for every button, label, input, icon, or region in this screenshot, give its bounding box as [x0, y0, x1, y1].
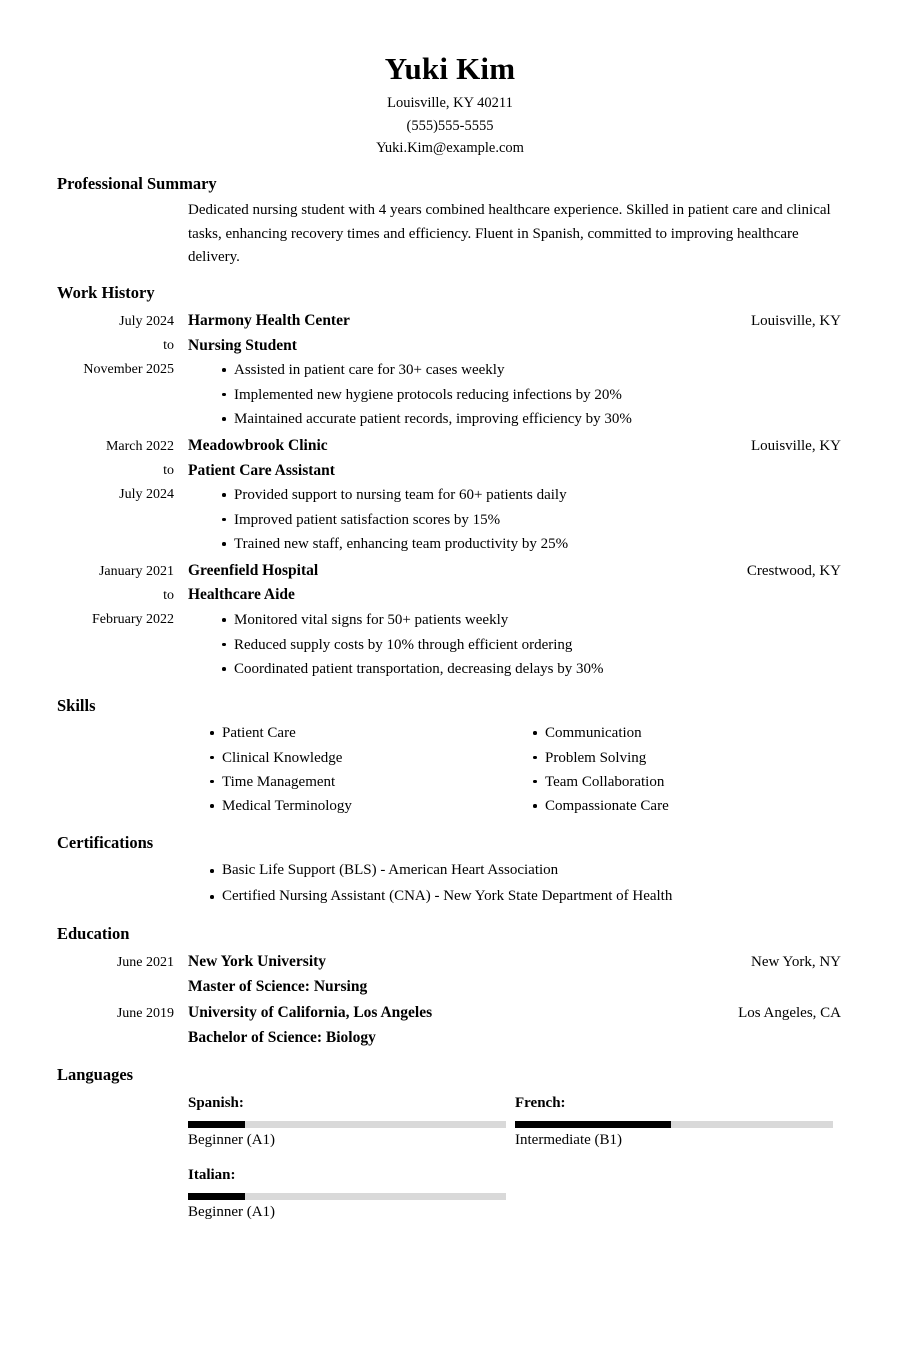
- education-entry-date: June 2019: [116, 1006, 174, 1022]
- work-entry-bullet: Provided support to nursing team for 60+ patients daily: [188, 483, 841, 507]
- work-history-list: [57, 309, 841, 682]
- section-title-languages: Languages: [57, 1064, 134, 1084]
- work-entry-date-start: July 2024: [119, 313, 174, 329]
- section-title-work-history: Work History: [57, 283, 155, 303]
- language-level-label: Beginner (A1): [188, 1131, 276, 1148]
- work-entry-dates: [57, 559, 174, 632]
- skill-item: Problem Solving: [511, 746, 834, 770]
- education-entry-header-row: [188, 1001, 841, 1026]
- work-entry-main: [174, 309, 841, 432]
- work-entry-bullet: Monitored vital signs for 50+ patients weekly: [188, 608, 841, 632]
- certifications-list: [188, 858, 841, 910]
- education-entry-main: [174, 1001, 841, 1051]
- language-proficiency-bar: [188, 1121, 506, 1128]
- work-entry-location: Louisville, KY: [751, 437, 841, 454]
- work-entry-date-start: March 2022: [105, 438, 174, 454]
- work-entry-role: Nursing Student: [188, 336, 297, 354]
- education-entry: [57, 950, 841, 1000]
- language-name: Spanish:: [188, 1094, 244, 1111]
- education-list: [57, 950, 841, 1051]
- work-entry-bullet: Maintained accurate patient records, improving efficiency by 30%: [188, 407, 841, 431]
- work-entry-dates: [57, 309, 174, 382]
- certification-item: Basic Life Support (BLS) - American Heart Association: [188, 858, 841, 884]
- section-professional-summary: [0, 174, 900, 270]
- work-entry-role: Healthcare Aide: [188, 586, 295, 604]
- work-entry-location: Crestwood, KY: [746, 562, 841, 579]
- professional-summary-text: Dedicated nursing student with 4 years combined healthcare experience. Skilled in patient care and clinical tasks, enhancing recovery times and efficiency. Fluent in Spanish, committed to improving healthcare delivery.: [188, 202, 831, 265]
- skills-columns: [188, 721, 841, 818]
- work-entry-bullet: Trained new staff, enhancing team productivity by 25%: [188, 532, 841, 556]
- resume-header: [0, 0, 900, 160]
- section-skills: [0, 696, 900, 819]
- skill-item: Patient Care: [188, 721, 511, 745]
- work-entry-header-row: [188, 434, 841, 459]
- work-entry-header-row: [188, 559, 841, 584]
- work-entry-bullet: Improved patient satisfaction scores by 15%: [188, 508, 841, 532]
- language-item: [188, 1163, 515, 1224]
- work-entry-bullet: Assisted in patient care for 30+ cases weekly: [188, 358, 841, 382]
- work-entry-main: [174, 559, 841, 682]
- work-entry-date-separator: to: [163, 462, 174, 478]
- work-entry-header-row: [188, 309, 841, 334]
- education-entry-main: [174, 950, 841, 1000]
- section-title-professional-summary: Professional Summary: [57, 173, 217, 193]
- section-languages: [0, 1065, 900, 1236]
- work-history-entry: [57, 434, 841, 557]
- work-entry-bullet: Coordinated patient transportation, decreasing delays by 30%: [188, 657, 841, 681]
- work-entry-date-separator: to: [163, 337, 174, 353]
- skill-item: Team Collaboration: [511, 770, 834, 794]
- work-entry-date-end: November 2025: [83, 362, 174, 377]
- certification-item: Certified Nursing Assistant (CNA) - New York State Department of Health: [188, 884, 841, 910]
- language-proficiency-bar-fill: [188, 1121, 245, 1128]
- work-entry-date-end: February 2022: [91, 611, 174, 627]
- education-entry-header-row: [188, 950, 841, 975]
- work-entry-organization: Meadowbrook Clinic: [188, 436, 328, 454]
- education-entry-degree: Master of Science: Nursing: [188, 977, 368, 995]
- section-title-certifications: Certifications: [57, 832, 154, 852]
- language-level-label: Beginner (A1): [188, 1204, 276, 1221]
- education-entry-institution: University of California, Los Angeles: [188, 1004, 433, 1022]
- work-entry-bullet-list: [188, 608, 841, 681]
- candidate-email: Yuki.Kim@example.com: [376, 140, 524, 157]
- section-work-history: [0, 283, 900, 682]
- skill-item: Medical Terminology: [188, 794, 511, 818]
- work-history-entry: [57, 309, 841, 432]
- work-entry-organization: Harmony Health Center: [188, 311, 350, 329]
- language-proficiency-bar: [188, 1193, 506, 1200]
- language-name: Italian:: [188, 1167, 236, 1184]
- education-entry-date: June 2021: [116, 954, 174, 970]
- work-history-entry: [57, 559, 841, 682]
- language-level-label: Intermediate (B1): [515, 1131, 623, 1148]
- language-item: [188, 1091, 515, 1152]
- skills-column-left: [188, 721, 511, 818]
- work-entry-date-separator: to: [163, 587, 174, 603]
- work-entry-organization: Greenfield Hospital: [188, 561, 319, 579]
- work-entry-dates: [57, 434, 174, 507]
- work-entry-main: [174, 434, 841, 557]
- section-certifications: [0, 833, 900, 910]
- education-entry-location: New York, NY: [750, 953, 841, 970]
- education-entry-institution: New York University: [188, 952, 327, 970]
- education-entry-degree: Bachelor of Science: Biology: [188, 1029, 376, 1047]
- section-title-skills: Skills: [57, 695, 96, 715]
- skill-item: Compassionate Care: [511, 794, 834, 818]
- skills-list-right: [511, 721, 834, 818]
- skills-list-left: [188, 721, 511, 818]
- skill-item: Communication: [511, 721, 834, 745]
- candidate-phone: (555)555-5555: [406, 117, 494, 134]
- language-proficiency-bar-fill: [515, 1121, 671, 1128]
- work-entry-location: Louisville, KY: [751, 312, 841, 329]
- work-entry-date-end: July 2024: [119, 486, 174, 502]
- language-proficiency-bar: [515, 1121, 833, 1128]
- skill-item: Time Management: [188, 770, 511, 794]
- candidate-address: Louisville, KY 40211: [387, 95, 513, 112]
- section-education: [0, 924, 900, 1051]
- section-title-education: Education: [57, 923, 130, 943]
- work-entry-bullet-list: [188, 483, 841, 556]
- education-entry-location: Los Angeles, CA: [738, 1005, 841, 1022]
- education-entry: [57, 1001, 841, 1051]
- language-item: [515, 1091, 842, 1152]
- skills-column-right: [511, 721, 834, 818]
- language-name: French:: [515, 1094, 566, 1111]
- candidate-name: Yuki Kim: [384, 51, 516, 86]
- skill-item: Clinical Knowledge: [188, 746, 511, 770]
- work-entry-bullet: Reduced supply costs by 10% through efficient ordering: [188, 633, 841, 657]
- language-proficiency-bar-fill: [188, 1193, 245, 1200]
- work-entry-bullet: Implemented new hygiene protocols reducing infections by 20%: [188, 383, 841, 407]
- languages-grid: [188, 1091, 842, 1236]
- work-entry-bullet-list: [188, 358, 841, 431]
- work-entry-role: Patient Care Assistant: [188, 461, 335, 479]
- work-entry-date-start: January 2021: [98, 563, 174, 579]
